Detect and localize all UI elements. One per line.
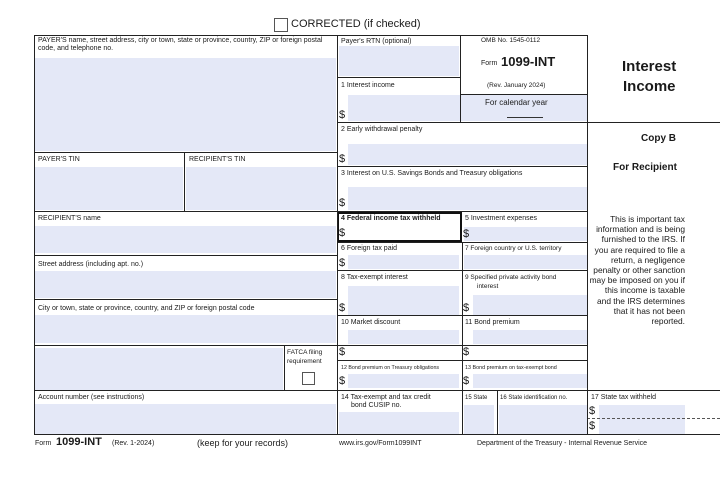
box9-label: 9 Specified private activity bond [465,274,557,281]
notice-text: This is important tax information and is being furnished to the IRS. If you are required to file a return, a negligence penalty or other sanction may be imposed on you if this income is taxable and the IRS determines that it has not been reported. [589,214,685,327]
box6-input[interactable] [348,255,459,269]
payer-rtn-label: Payer's RTN (optional) [341,38,412,45]
box7-input[interactable] [464,255,587,269]
box12-dollar: $ [339,375,346,387]
payer-tin-label: PAYER'S TIN [38,156,80,163]
form-number: 1099-INT [501,54,556,69]
box2-label: 2 Early withdrawal penalty [341,126,423,133]
box12-label: 12 Bond premium on Treasury obligations [341,365,440,371]
calendar-year-input[interactable] [507,117,543,118]
footer-url: www.irs.gov/Form1099INT [339,440,422,447]
recipient-tin-input[interactable] [186,167,336,210]
footer-keep: (keep for your records) [197,438,289,448]
box14-input[interactable] [339,412,459,434]
box15-label: 15 State [465,395,488,401]
recipient-tin-label: RECIPIENT'S TIN [189,156,246,163]
form-revision: (Rev. January 2024) [487,82,546,89]
box15-input[interactable] [464,405,494,434]
recipient-name-label: RECIPIENT'S name [38,215,101,222]
box14-label: 14 Tax-exempt and tax credit [341,394,431,401]
box3-input[interactable] [348,187,587,210]
footer-revision: (Rev. 1-2024) [112,440,155,447]
payer-name-input[interactable] [35,58,336,151]
payer-tin-input[interactable] [35,167,183,210]
box16-input[interactable] [499,405,587,434]
box6-dollar: $ [339,257,346,269]
box9-label-line2: interest [477,283,499,290]
fatca-label-line2: requirement [287,358,322,365]
box13-dollar: $ [463,375,470,387]
fatca-checkbox[interactable] [302,372,315,385]
box8-dollar: $ [339,302,346,314]
box8-input[interactable] [348,286,459,315]
street-address-input[interactable] [35,271,336,298]
box11-label: 11 Bond premium [465,319,520,326]
box16-label: 16 State identification no. [500,395,568,401]
account-number-input[interactable] [35,404,336,434]
for-recipient-label: For Recipient [613,162,677,173]
footer-form-word: Form [35,440,52,447]
payer-rtn-input[interactable] [339,46,459,76]
form-word: Form [481,60,498,67]
recipient-name-input[interactable] [35,226,336,253]
form-title-line2: Income [623,78,676,95]
account-number-label: Account number (see instructions) [38,394,145,401]
box4-label: 4 Federal income tax withheld [341,215,441,222]
corrected-label: CORRECTED (if checked) [291,18,421,30]
box6-label: 6 Foreign tax paid [341,245,398,252]
box2-dollar: $ [339,153,346,165]
box17-input[interactable] [599,405,685,434]
footer-department: Department of the Treasury - Internal Revenue Service [477,440,648,447]
box13-input[interactable] [473,374,587,388]
box9-dollar: $ [463,302,470,314]
box8-label: 8 Tax-exempt interest [341,274,408,281]
fatca-area [35,348,283,390]
city-label: City or town, state or province, country, and ZIP or foreign postal code [38,305,255,312]
fatca-label: FATCA filing [287,349,323,356]
box11-dollar: $ [463,346,470,358]
box11-input[interactable] [473,330,587,344]
box3-dollar: $ [339,197,346,209]
box12-input[interactable] [348,374,459,388]
box2-input[interactable] [348,144,587,165]
box7-label: 7 Foreign country or U.S. territory [465,245,562,252]
box1-label: 1 Interest income [341,82,395,89]
box1-input[interactable] [348,95,587,121]
box10-label: 10 Market discount [341,319,401,326]
box13-label: 13 Bond premium on tax-exempt bond [465,365,557,371]
box10-input[interactable] [348,330,459,344]
form-title: Interest [622,58,677,75]
omb-number: OMB No. 1545-0112 [481,37,541,44]
box4-dollar: $ [339,227,346,239]
corrected-checkbox[interactable] [274,18,288,32]
box9-input[interactable] [473,295,587,315]
box1-dollar: $ [339,109,346,121]
copy-label: Copy B [641,133,676,144]
footer-form-number: 1099-INT [56,436,102,448]
box5-dollar: $ [463,228,470,240]
calendar-year-label: For calendar year [485,98,548,107]
box10-dollar: $ [339,346,346,358]
city-input[interactable] [35,315,336,343]
box17-dollar: $ [589,405,596,417]
payer-name-label: PAYER'S name, street address, city or town, state or province, country, ZIP or foreign postal code, and telephone no. [38,37,323,52]
box14-label-line2: bond CUSIP no. [351,402,402,409]
box17-dollar-line2: $ [589,420,596,432]
street-address-label: Street address (including apt. no.) [38,261,144,268]
box17-label: 17 State tax withheld [591,394,656,401]
box5-label: 5 Investment expenses [465,215,537,222]
box3-label: 3 Interest on U.S. Savings Bonds and Treasury obligations [341,170,523,177]
box5-input[interactable] [464,227,587,241]
